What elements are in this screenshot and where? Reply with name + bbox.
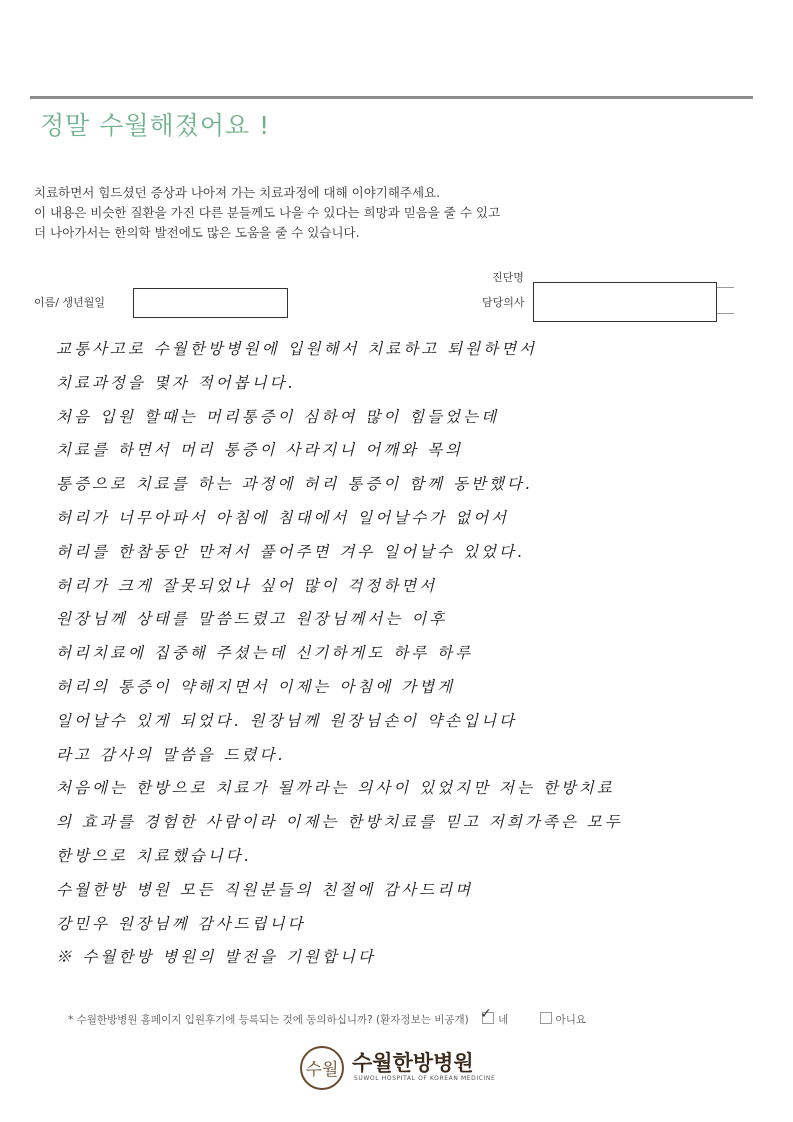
handwritten-line: 치료과정을 몇자 적어봅니다.	[56, 373, 296, 392]
handwritten-line: 한방으로 치료했습니다.	[56, 846, 252, 865]
doctor-field[interactable]	[533, 282, 717, 322]
intro-line: 이 내용은 비슷한 질환을 가진 다른 분들께도 나을 수 있다는 희망과 믿음을 줄 수 있고	[34, 205, 501, 220]
handwritten-line: 허리치료에 집중해 주셨는데 신기하게도 하루 하루	[56, 644, 474, 663]
logo-name: 수월한방병원	[352, 1051, 474, 1075]
handwritten-line: 허리의 통증이 약해지면서 이제는 아침에 가볍게	[56, 677, 456, 696]
logo-mark-icon: 수월	[300, 1046, 344, 1090]
hospital-logo	[300, 1044, 500, 1094]
doctor-field-line	[716, 313, 734, 314]
name-field[interactable]	[133, 288, 288, 318]
handwritten-line: 처음 입원 할때는 머리통증이 심하여 많이 힘들었는데	[56, 407, 499, 426]
handwritten-line: 처음에는 한방으로 치료가 될까라는 의사이 있었지만 저는 한방치료	[56, 779, 615, 798]
handwritten-line: 통증으로 치료를 하는 과정에 허리 통증이 함께 동반했다.	[56, 475, 533, 494]
consent-row	[68, 1012, 586, 1027]
page-title: 정말 수월해졌어요 !	[40, 111, 271, 140]
consent-no-checkbox[interactable]	[540, 1012, 552, 1024]
handwritten-line: 라고 감사의 말씀을 드렸다.	[56, 745, 286, 764]
consent-yes-checkbox[interactable]	[482, 1012, 494, 1024]
handwritten-line: 원장님께 상태를 말씀드렸고 원장님께서는 이후	[56, 610, 448, 629]
handwritten-line: 교통사고로 수월한방병원에 입원해서 치료하고 퇴원하면서	[56, 340, 538, 358]
name-label: 이름/ 생년월일	[34, 296, 105, 309]
consent-yes-label: 네	[498, 1014, 509, 1026]
consent-no-label: 아니요	[555, 1014, 587, 1026]
diagnosis-field-line	[716, 287, 734, 288]
top-divider	[30, 96, 753, 99]
handwritten-line: 치료를 하면서 머리 통증이 사라지니 어깨와 목의	[56, 441, 464, 460]
handwritten-line: 허리가 크게 잘못되었나 싶어 많이 걱정하면서	[56, 576, 438, 595]
doctor-label: 담당의사	[482, 296, 525, 309]
handwritten-line: 허리를 한참동안 만져서 풀어주면 겨우 일어날수 있었다.	[56, 542, 525, 561]
diagnosis-label: 진단명	[492, 271, 524, 284]
consent-question: * 수월한방병원 홈페이지 입원후기에 등록되는 것에 동의하십니까? (환자정보는 비공개)	[68, 1014, 469, 1026]
handwritten-line: 일어날수 있게 되었다. 원장님께 원장님손이 약손입니다	[56, 711, 517, 730]
intro-text	[34, 183, 754, 243]
handwritten-line: 강민우 원장님께 감사드립니다	[56, 914, 306, 933]
intro-line: 더 나아가서는 한의학 발전에도 많은 도움을 줄 수 있습니다.	[34, 225, 360, 240]
handwritten-review	[56, 333, 768, 975]
intro-line: 치료하면서 힘드셨던 증상과 나아져 가는 치료과정에 대해 이야기해주세요.	[34, 185, 441, 200]
logo-subtitle: SUWOL HOSPITAL OF KOREAN MEDICINE	[354, 1075, 496, 1082]
handwritten-line: 허리가 너무아파서 아침에 침대에서 일어날수가 없어서	[56, 508, 510, 527]
handwritten-line: 수월한방 병원 모든 직원분들의 친절에 감사드리며	[56, 880, 474, 899]
handwritten-line: 의 효과를 경험한 사람이라 이제는 한방치료를 믿고 저희가족은 모두	[56, 813, 623, 832]
handwritten-line: ※ 수월한방 병원의 발전을 기원합니다	[56, 948, 376, 967]
